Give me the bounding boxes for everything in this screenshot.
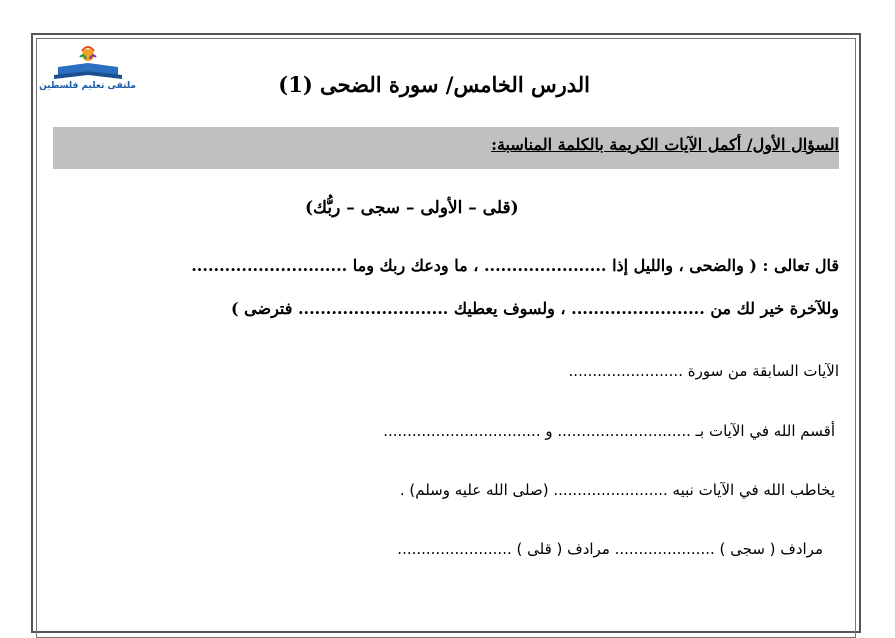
verse-line-1: قال تعالى : ( والضحى ، والليل إذا ...................... ، ما ودعك ربك وما ............................ <box>191 256 839 275</box>
logo-caption: ملتقى تعليم فلسطين <box>39 81 136 91</box>
logo <box>40 45 136 95</box>
page-title: الدرس الخامس/ سورة الضحى (1) <box>278 72 590 97</box>
item-address: يخاطب الله في الآيات نبيه ........................ (صلى الله عليه وسلم) . <box>399 481 835 499</box>
word-bank: (قلى – الأولى – سجى – ربُّك) <box>305 198 519 218</box>
question-heading: السؤال الأول/ أكمل الآيات الكريمة بالكلمة المناسبة: <box>491 135 839 154</box>
item-synonyms: مرادف ( سجى ) ..................... مرادف ( قلى ) ........................ <box>397 540 823 558</box>
book-logo-icon <box>40 45 136 85</box>
item-oath: أقسم الله في الآيات بـ ............................ و ................................. <box>383 422 835 440</box>
verse-line-2: وللآخرة خير لك من ........................ ، ولسوف يعطيك ........................... فترضى ) <box>231 299 839 318</box>
item-surah: الآيات السابقة من سورة ........................ <box>568 362 839 380</box>
